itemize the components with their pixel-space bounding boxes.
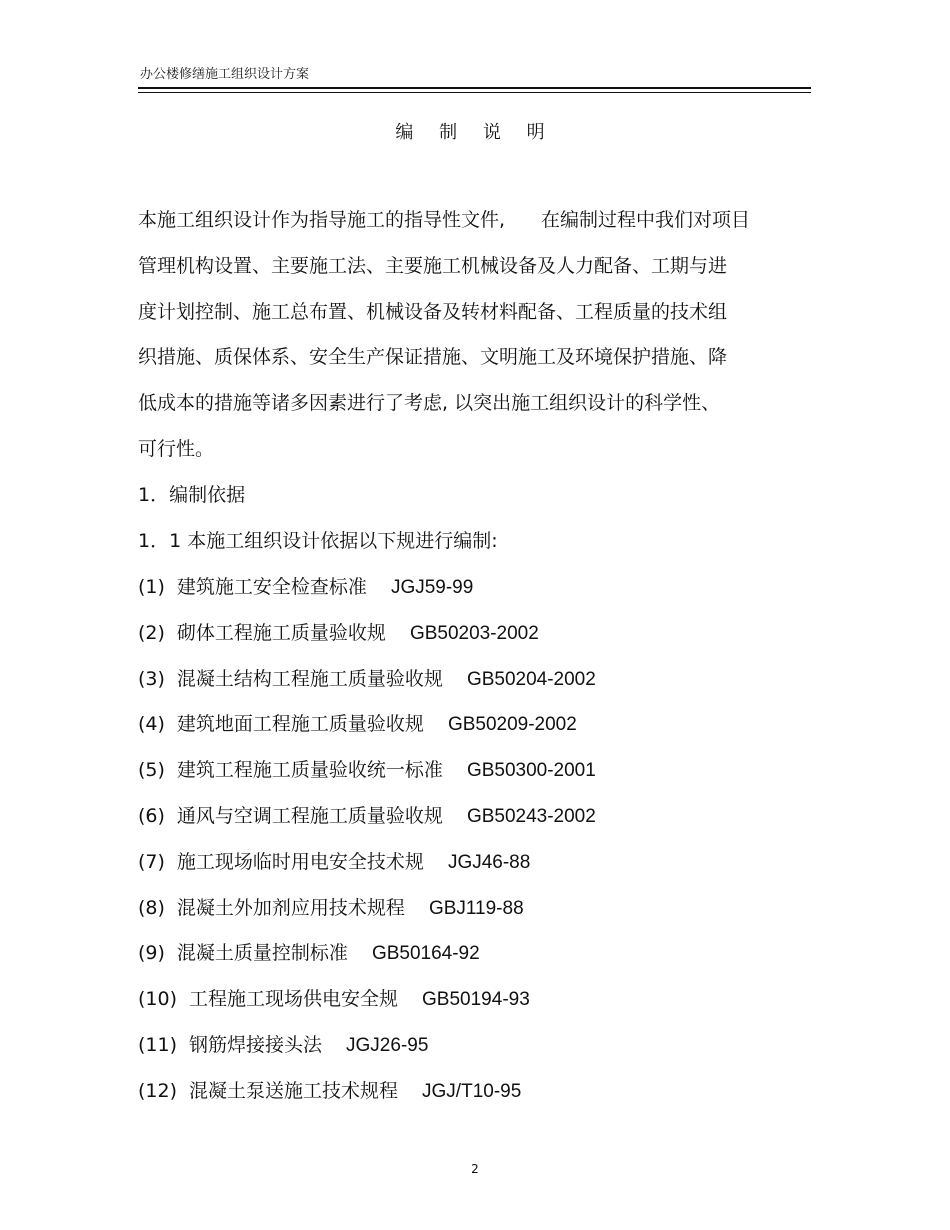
list-item — [138, 1079, 521, 1104]
paragraph-line: 度计划控制、施工总布置、机械设备及转材料配备、工程质量的技术组 — [138, 301, 728, 323]
section-title: 1．编制依据 — [138, 484, 246, 506]
item-number: (4) — [138, 713, 165, 735]
item-number: (7) — [138, 851, 165, 873]
paragraph-text: 本施工组织设计作为指导施工的指导性文件, — [138, 209, 506, 231]
item-number: (1) — [138, 576, 165, 598]
list-item — [138, 896, 524, 921]
list-item — [138, 804, 596, 829]
item-code: JGJ/T10-95 — [422, 1081, 522, 1102]
paragraph-line: 管理机构设置、主要施工法、主要施工机械设备及人力配备、工期与进 — [138, 255, 728, 277]
item-number: (6) — [138, 805, 165, 827]
item-title: 混凝土结构工程施工质量验收规 — [176, 668, 443, 690]
list-item — [138, 1033, 428, 1058]
item-number: (2) — [138, 622, 165, 644]
list-item — [138, 987, 530, 1012]
list-item — [138, 758, 596, 783]
item-code: GB50203-2002 — [409, 623, 539, 644]
item-title: 混凝土质量控制标准 — [176, 942, 348, 964]
item-number: (3) — [138, 668, 165, 690]
page-number: 2 — [471, 1162, 479, 1176]
item-number: (5) — [138, 759, 165, 781]
item-title: 工程施工现场供电安全规 — [189, 988, 399, 1010]
paragraph-line — [138, 208, 750, 232]
item-code: GBJ119-88 — [428, 898, 524, 919]
item-title: 建筑地面工程施工质量验收规 — [176, 713, 424, 735]
item-title: 砌体工程施工质量验收规 — [176, 622, 386, 644]
paragraph-line: 低成本的措施等诸多因素进行了考虑, 以突出施工组织设计的科学性、 — [138, 392, 721, 414]
header-rule-thick — [138, 87, 811, 89]
item-number: (9) — [138, 942, 165, 964]
paragraph-text: 在编制过程中我们对项目 — [541, 209, 751, 231]
item-code: GB50300-2001 — [466, 760, 596, 781]
section-heading: 编 制 说 明 — [395, 122, 555, 143]
item-number: (8) — [138, 897, 165, 919]
item-number: (10) — [138, 988, 178, 1010]
item-number: (11) — [138, 1034, 178, 1056]
paragraph-line: 织措施、质保体系、安全生产保证措施、文明施工及环境保护措施、降 — [138, 346, 728, 368]
item-title: 混凝土外加剂应用技术规程 — [176, 897, 405, 919]
item-title: 混凝土泵送施工技术规程 — [189, 1080, 399, 1102]
item-title: 建筑工程施工质量验收统一标准 — [176, 759, 443, 781]
list-item — [138, 850, 530, 875]
item-title: 建筑施工安全检查标准 — [176, 576, 367, 598]
item-code: JGJ26-95 — [346, 1035, 429, 1056]
document-header-title: 办公楼修缮施工组织设计方案 — [140, 67, 310, 82]
item-code: JGJ46-88 — [447, 852, 531, 873]
item-title: 钢筋焊接接头法 — [189, 1034, 323, 1056]
item-title: 通风与空调工程施工质量验收规 — [176, 805, 443, 827]
list-item — [138, 712, 577, 737]
item-code: GB50164-92 — [371, 943, 480, 964]
item-number: (12) — [138, 1080, 178, 1102]
item-code: JGJ59-99 — [390, 577, 474, 598]
item-title: 施工现场临时用电安全技术规 — [176, 851, 424, 873]
list-item — [138, 941, 480, 966]
header-rule-thin — [138, 92, 811, 93]
list-item — [138, 575, 473, 600]
item-code: GB50204-2002 — [466, 669, 596, 690]
item-code: GB50243-2002 — [466, 806, 596, 827]
item-code: GB50209-2002 — [447, 714, 577, 735]
section-subtitle: 1．1 本施工组织设计依据以下规进行编制: — [138, 530, 498, 552]
item-code: GB50194-93 — [422, 989, 530, 1010]
paragraph-line: 可行性。 — [138, 438, 215, 460]
list-item — [138, 621, 539, 646]
list-item — [138, 667, 596, 692]
